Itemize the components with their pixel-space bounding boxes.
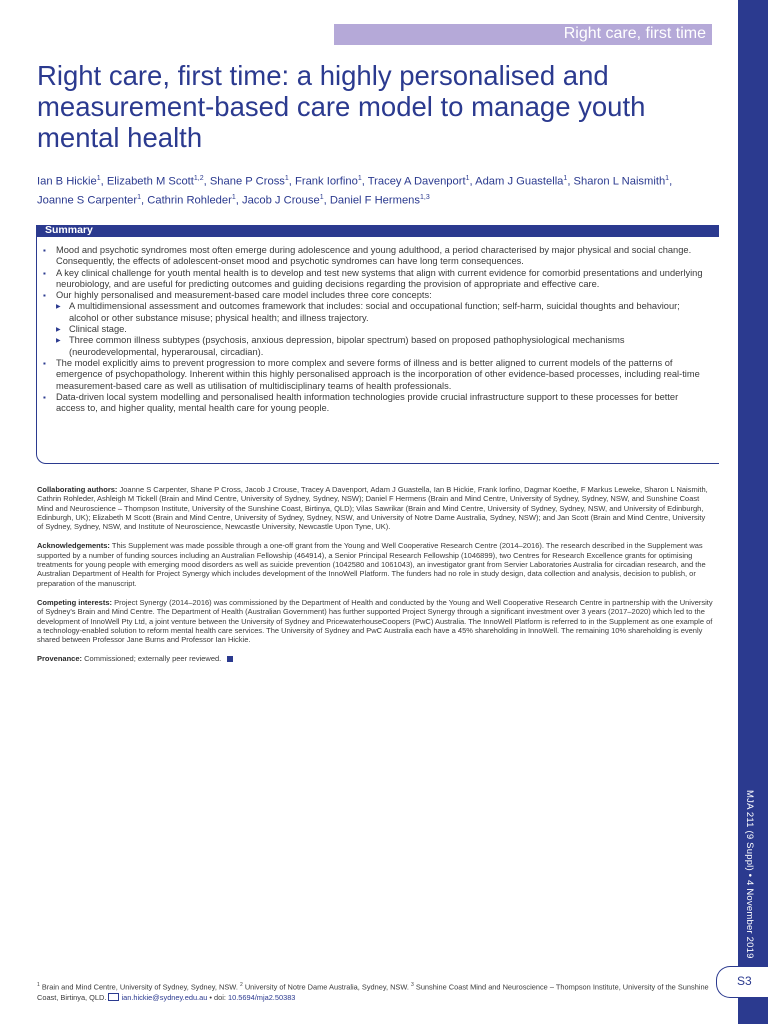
email-link[interactable]: ian.hickie@sydney.edu.au [121, 993, 208, 1003]
article-title: Right care, first time: a highly personalised and measurement-based care model to manage youth mental health [37, 60, 646, 153]
author[interactable]: Adam J Guastella [475, 175, 564, 188]
summary-header-bar [37, 225, 719, 237]
author[interactable]: Frank Iorfino [295, 175, 358, 188]
article-notes [37, 485, 713, 674]
summary-point: ▪ Data-driven local system modelling and personalised health information technologies provide crucial infrastructure support to these processes for better access to, and higher quality, mental health care for young people. [43, 392, 709, 415]
summary-subpoint: ▶ Three common illness subtypes (psychosis, anxious depression, bipolar spectrum) based on proposed pathophysiological mechanisms (neurodevelopmental, hyperarousal, circadian). [56, 335, 709, 358]
acknowledgements-note: Acknowledgements: This Supplement was made possible through a one-off grant from the Young and Well Cooperative Research Centre (2014–2016). The research described in the Supplement was supported by a number of funding sources including an Australian Fellowship (464914), a Senior Principal Research Fellowship (1046899), two Centres for Research Excellence grants for optimising treatments for young people with emerging mood disorders as well as suicide prevention (1042580 and 1061043), an investigator grant from Servier Laboratories Australia for circadian research, and the Australian Department of Health for Project Synergy which includes development of the InnoWell Platform. The funders had no role in study design, data collection and analysis, decision to publish, or preparation of the manuscript. [37, 541, 706, 588]
summary-point: ▪ The model explicitly aims to prevent progression to more complex and severe forms of illness and is better aligned to current models of the patterns of emergence of psychopathology. Inherent within this highly personalised approach is the incorporation of other evidence-based processes, including real-time measurement-based care as well as utilisation of multidisciplinary teams of health professionals. [43, 358, 709, 392]
author[interactable]: Shane P Cross [209, 175, 285, 188]
email-icon [108, 993, 119, 1001]
doi-link[interactable]: 10.5694/mja2.50383 [228, 993, 296, 1003]
journal-issue-info: MJA 211 (9 Suppl) • 4 November 2019 [744, 790, 755, 959]
author[interactable]: Jacob J Crouse [241, 194, 320, 207]
author[interactable]: Joanne S Carpenter [37, 194, 138, 207]
author[interactable]: Sharon L Naismith [573, 175, 666, 188]
summary-sub-list [56, 301, 709, 357]
end-of-article-mark [227, 656, 233, 662]
summary-heading: Summary [45, 224, 93, 236]
summary-subpoint: ▶ Clinical stage. [56, 324, 709, 335]
summary-point: ▪ Our highly personalised and measurement-based care model includes three core concepts: ▶ A multidimensional assessment and outcomes framework that includes: social and occupational function; self-harm, suicidal thoughts and behaviour; alcohol or other substance misuse; physical health; and illness trajectory. ▶ Clinical stage. ▶ Three common illness subtypes (psychosis, anxious depression, bipolar spectrum) based on proposed pathophysiological mechanisms (neurodevelopmental, hyperarousal, circadian). [43, 290, 709, 358]
summary-subpoint: ▶ A multidimensional assessment and outcomes framework that includes: social and occupational function; self-harm, suicidal thoughts and behaviour; alcohol or other substance misuse; physical health; and illness trajectory. [56, 301, 709, 324]
affiliations-footer: $^1$ Brain and Mind Centre, University of Sydney, Sydney, NSW. $^2$ University of Notre Dame Australia, Sydney, NSW. $^3$ Sunshine Coast Mind and Neuroscience – Thompson Institute, University of the Sunshine Coast, Birtinya, QLD. ian.hickie@sydney.edu.au • doi: 10.5694/mja2.50383 [37, 982, 709, 1003]
summary-box [36, 225, 719, 464]
author[interactable]: Daniel F Hermens [329, 194, 420, 207]
author-list: Ian B Hickie$^1$, Elizabeth M Scott$^{1,2}$, Shane P Cross$^1$, Frank Iorfino$^1$, Tracey A Davenport$^1$, Adam J Guastella$^1$, Sharon L Naismith$^1$, Joanne S Carpenter$^1$, Cathrin Rohleder$^1$, Jacob J Crouse$^1$, Daniel F Hermens$^{1,3}$ [37, 175, 673, 207]
summary-point: ▪ A key clinical challenge for youth mental health is to develop and test new systems that align with current evidence for comorbid presentations and underlying neurobiology, and are useful for predicting outcomes and guiding decisions regarding the provision of appropriate and effective care. [43, 268, 709, 291]
running-header-title: Right care, first time [563, 25, 706, 42]
author[interactable]: Tracey A Davenport [367, 175, 466, 188]
page-number: S3 [737, 974, 752, 988]
author[interactable]: Ian B Hickie [37, 175, 97, 188]
summary-list [43, 245, 709, 414]
provenance-note: Provenance: Commissioned; externally peer reviewed. [37, 654, 713, 663]
summary-point: ▪ Mood and psychotic syndromes most often emerge during adolescence and young adulthood, a period characterised by major physical and social change. Consequently, the effects of adolescent-onset mood and psychotic syndromes can have long term consequences. [43, 245, 709, 268]
collaborating-authors-note: Collaborating authors: Joanne S Carpenter, Shane P Cross, Jacob J Crouse, Tracey A Davenport, Adam J Guastella, Ian B Hickie, Frank Iorfino, Dagmar Koethe, F Markus Leweke, Sharon L Naismith, Cathrin Rohleder, Ashleigh M Tickell (Brain and Mind Centre, University of Sydney, Sydney, NSW); Daniel F Hermens (Brain and Mind Centre, University of Sydney, Sydney, NSW, and Sunshine Coast Mind and Neuroscience – Thompson Institute, University of the Sunshine Coast, Birtinya, QLD); Vilas Sawrikar (Brain and Mind Centre, University of Sydney, Sydney, NSW, and University of Edinburgh, Edinburgh, UK); Elizabeth M Scott (Brain and Mind Centre, University of Sydney, Sydney, NSW, and University of Notre Dame Australia, Sydney, NSW); and Jan Scott (Brain and Mind Centre, University of Sydney, Sydney, NSW, and Institute of Neuroscience, Newcastle University, Newcastle Upon Tyne, UK). [37, 485, 708, 532]
competing-interests-note: Competing interests: Project Synergy (2014–2016) was commissioned by the Department of Health and conducted by the Young and Well Cooperative Research Centre in partnership with the University of Sydney's Brain and Mind Centre. The Department of Health (Australian Government) has further supported Project Synergy through a significant investment over 3 years (2017–2020) which led to the development of InnoWell Pty Ltd, a joint venture between the University of Sydney and PricewaterhouseCoopers (PwC) Australia. The InnoWell Platform is referred to in the Supplement as one example of a technology-enabled solution to reform mental health care services. The University of Sydney and PwC Australia each have a 45% shareholding in InnoWell. The remaining 10% shareholding is evenly shared between Professor Jane Burns and Professor Ian Hickie. [37, 597, 713, 645]
author[interactable]: Elizabeth M Scott [106, 175, 194, 188]
author[interactable]: Cathrin Rohleder [147, 194, 232, 207]
